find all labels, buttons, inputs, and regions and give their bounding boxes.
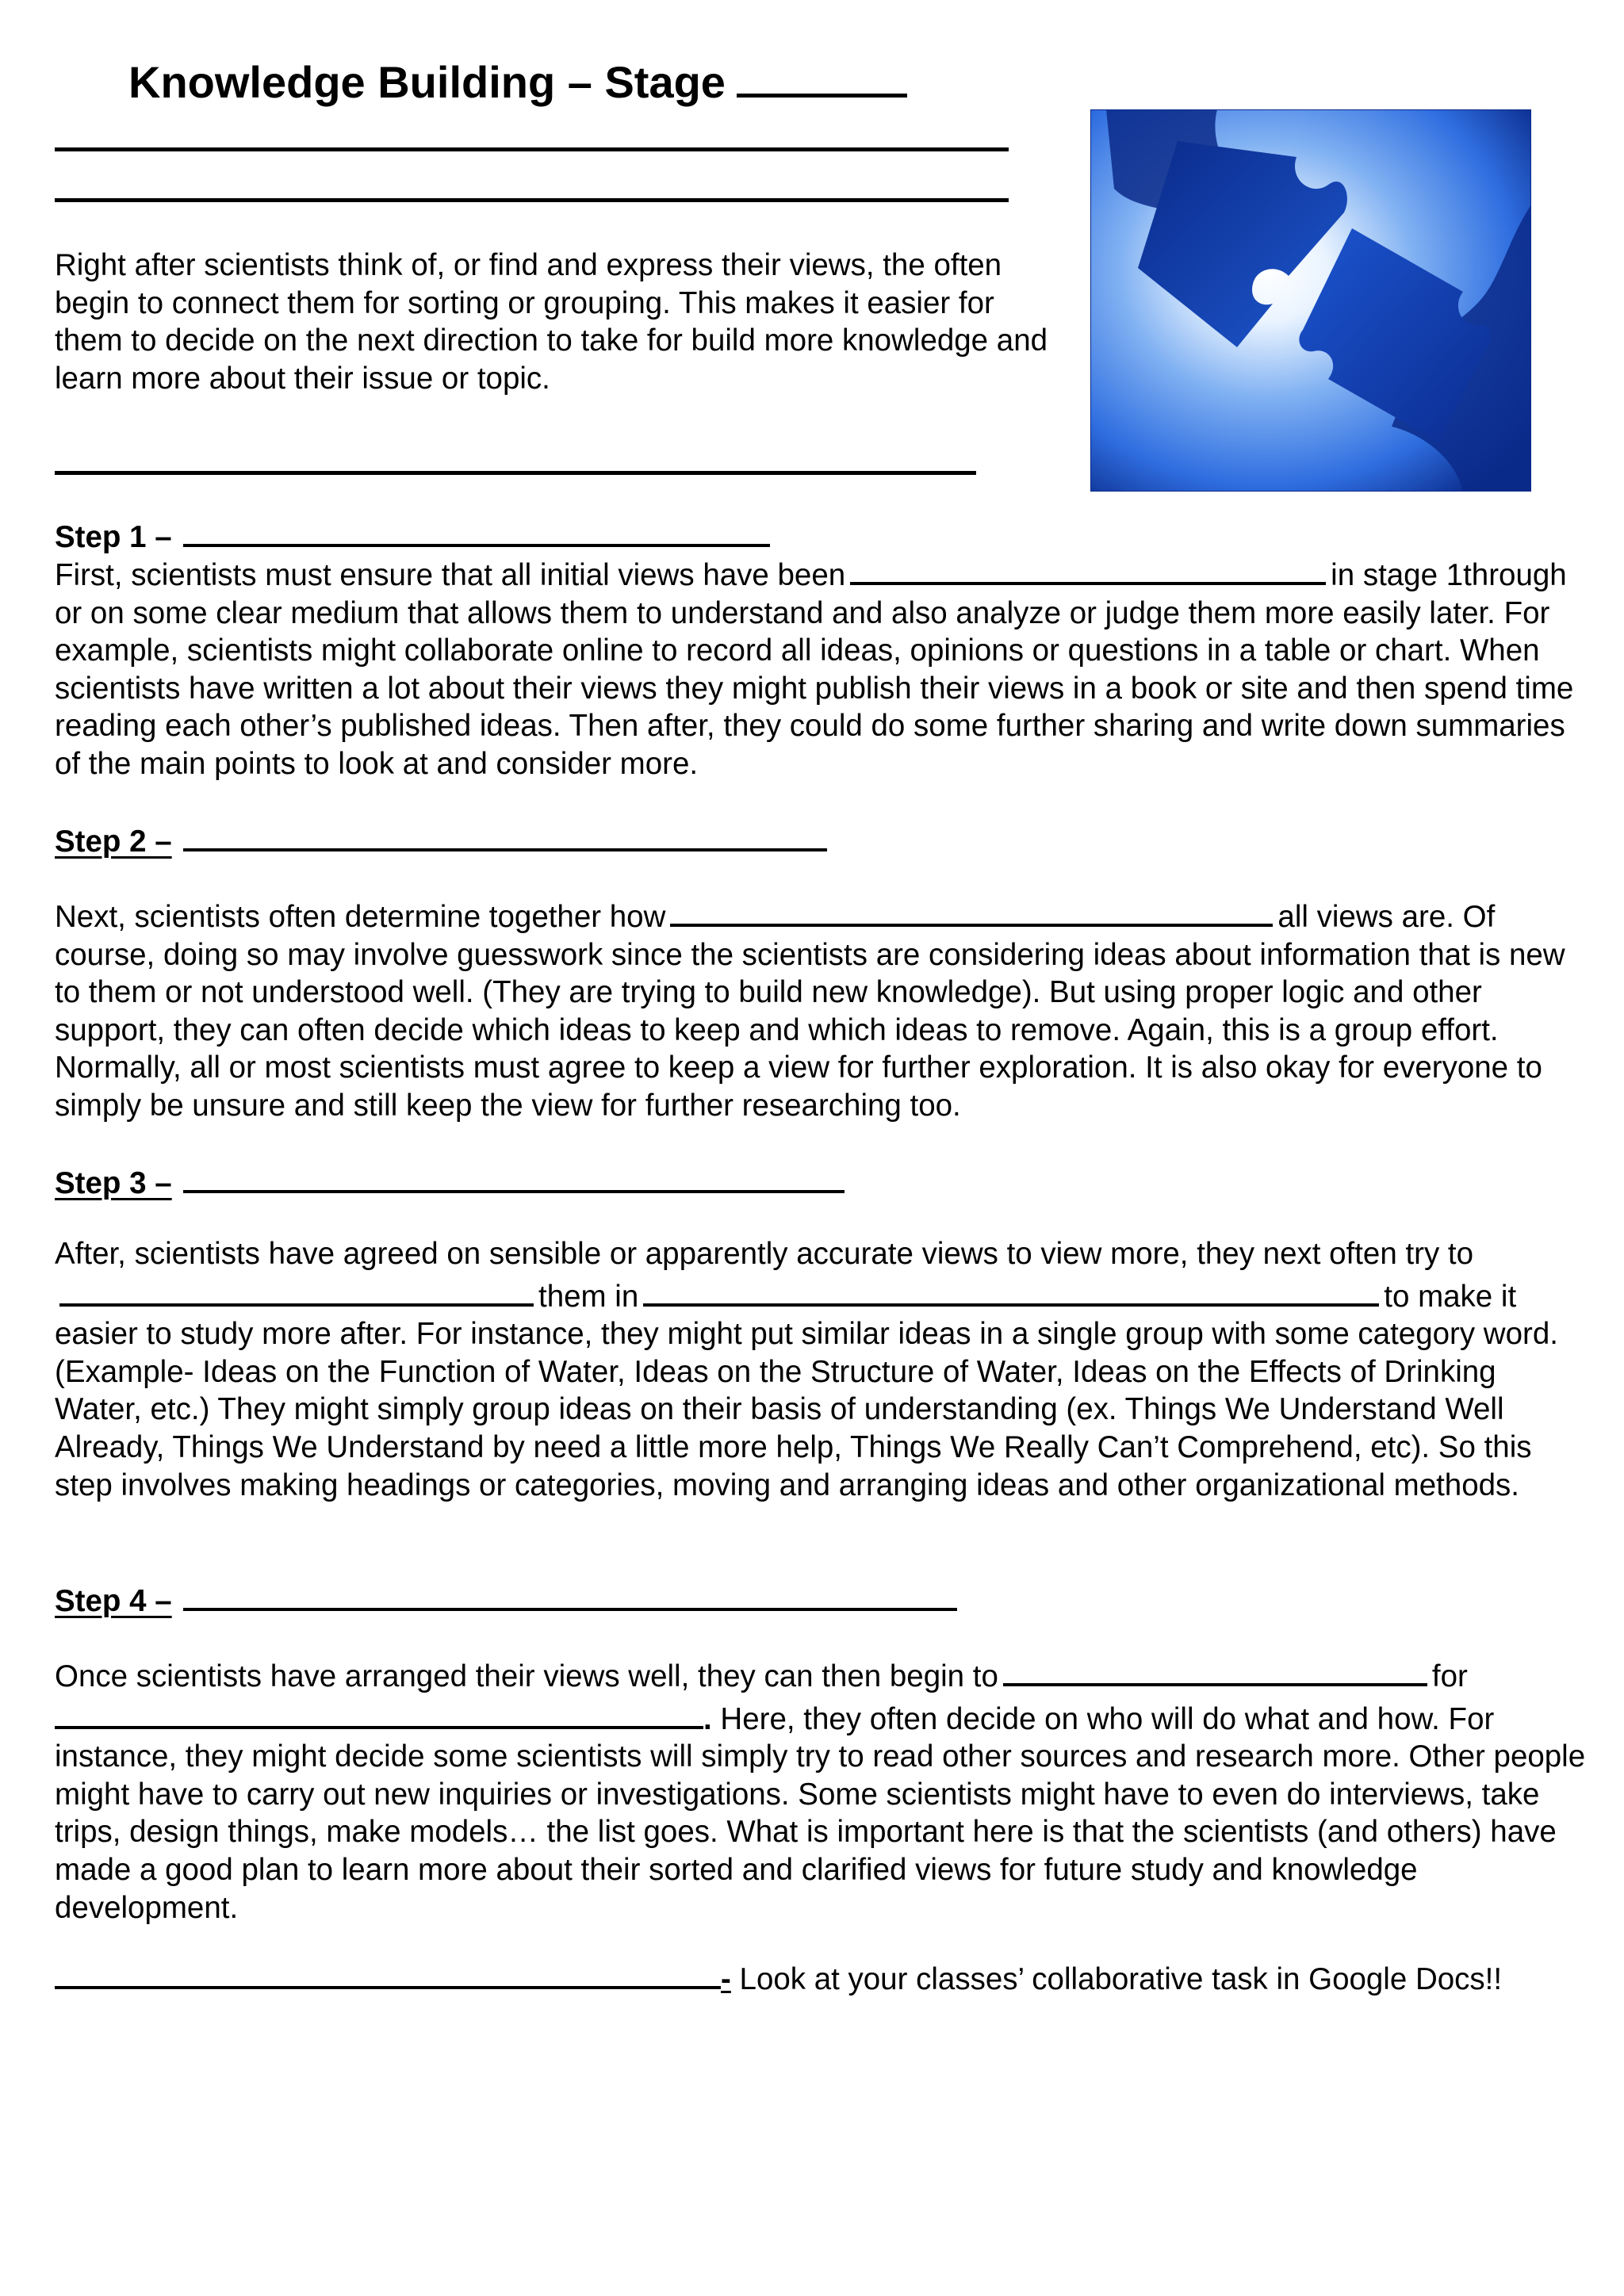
step-3-text-c: to make it easier to study more after. For instance, they might put similar ideas in a single group with some category word. (Example- Ideas on the Function of Water, Ideas on the Structure of Water, Ideas on the Effects of Drinking Water, etc.) They might simply group ideas on their basis of understanding (ex. Things We Understand Well Already, Things We Understand by need a little more help, Things We Really Can’t Comprehend, etc). So this step involves making headings or categories, moving and arranging ideas and other organizational methods. [55, 1279, 1558, 1502]
step-3-blank [183, 1160, 845, 1193]
step-4-blank [183, 1578, 957, 1611]
step-1-label: Step 1 – [55, 520, 172, 554]
blank-line-3 [55, 471, 976, 475]
step-2-text-b: all views are. Of course, doing so may involve guesswork since the scientists are considering ideas about information that is new to them or not understood well. (They are trying to build new knowledge). But using proper logic and other support, they can often decide which ideas to keep and which ideas to remove. Again, this is a group effort. Normally, all or most scientists must agree to keep a view for further exploration. It is also okay for everyone to simply be unsure and still keep the view for further researching too. [55, 900, 1565, 1123]
step-2-text-a: Next, scientists often determine together how [55, 900, 666, 934]
step-2-heading [55, 818, 827, 861]
step-1-paragraph [55, 552, 1589, 783]
step-3-heading [55, 1160, 845, 1203]
stage-blank-line [737, 48, 907, 98]
step-4-period: . [703, 1701, 712, 1736]
step-2-blank [183, 818, 827, 851]
intro-paragraph: Right after scientists think of, or find and express their views, the often begin to connect them for sorting or grouping. This makes it easier for them to decide on the next direction to take for build more knowledge and learn more about their issue or topic. [55, 248, 1048, 396]
step-3-paragraph [55, 1235, 1589, 1504]
step-4-text-a: Once scientists have arranged their views well, they can then begin to [55, 1659, 998, 1693]
step-3-inline-blank-1 [59, 1273, 534, 1307]
footer-dash: - [721, 1962, 731, 1996]
step-2-label: Step 2 – [55, 825, 172, 859]
step-4-heading [55, 1578, 957, 1621]
step-4-text-d: Here, they often decide on who will do what and how. For instance, they might decide some scientists will simply try to read other sources and research more. Other people might have to carry out new inquiries or investigations. Some scientists might have to even do interviews, take trips, design things, make models… the list goes. What is important here is that the scientists (and others) have made a good plan to learn more about their sorted and clarified views for future study and knowledge development. [55, 1701, 1586, 1925]
step-4-paragraph [55, 1653, 1589, 1927]
step-1-text-a: First, scientists must ensure that all initial views have been [55, 558, 846, 592]
footer-line [55, 1956, 1502, 1999]
blank-line-2 [55, 198, 1009, 202]
footer-text: Look at your classes’ collaborative task in Google Docs!! [739, 1962, 1503, 1996]
step-4-inline-blank-2 [55, 1696, 703, 1729]
blank-line-1 [55, 147, 1009, 151]
step-3-text-b: them in [538, 1279, 639, 1314]
step-4-inline-blank-1 [1003, 1653, 1427, 1686]
puzzle-pieces-image [1090, 109, 1531, 492]
step-3-label: Step 3 – [55, 1166, 172, 1200]
step-3-inline-blank-2 [643, 1273, 1379, 1307]
page-title [128, 48, 907, 114]
step-2-paragraph [55, 894, 1589, 1125]
step-1-heading [55, 514, 770, 557]
footer-blank [55, 1956, 721, 1989]
step-4-label: Step 4 – [55, 1584, 172, 1618]
step-1-text-b: in stage 1through or on some clear medium that allows them to understand and also analyze or judge them more easily later. For example, scientists might collaborate online to record all ideas, opinions or questions in a table or chart. When scientists have written a lot about their views they might publish their views in a book or site and then spend time reading each other’s published ideas. Then after, they could do some further sharing and write down summaries of the main points to look at and consider more. [55, 558, 1574, 781]
title-text: Knowledge Building – Stage [128, 57, 726, 107]
puzzle-illustration [1090, 109, 1531, 492]
step-2-inline-blank [670, 894, 1273, 927]
step-1-inline-blank [850, 552, 1326, 585]
step-1-blank [183, 514, 770, 547]
step-3-text-a: After, scientists have agreed on sensible or apparently accurate views to view more, they next often try to [55, 1237, 1474, 1271]
step-4-text-b: for [1431, 1659, 1468, 1693]
